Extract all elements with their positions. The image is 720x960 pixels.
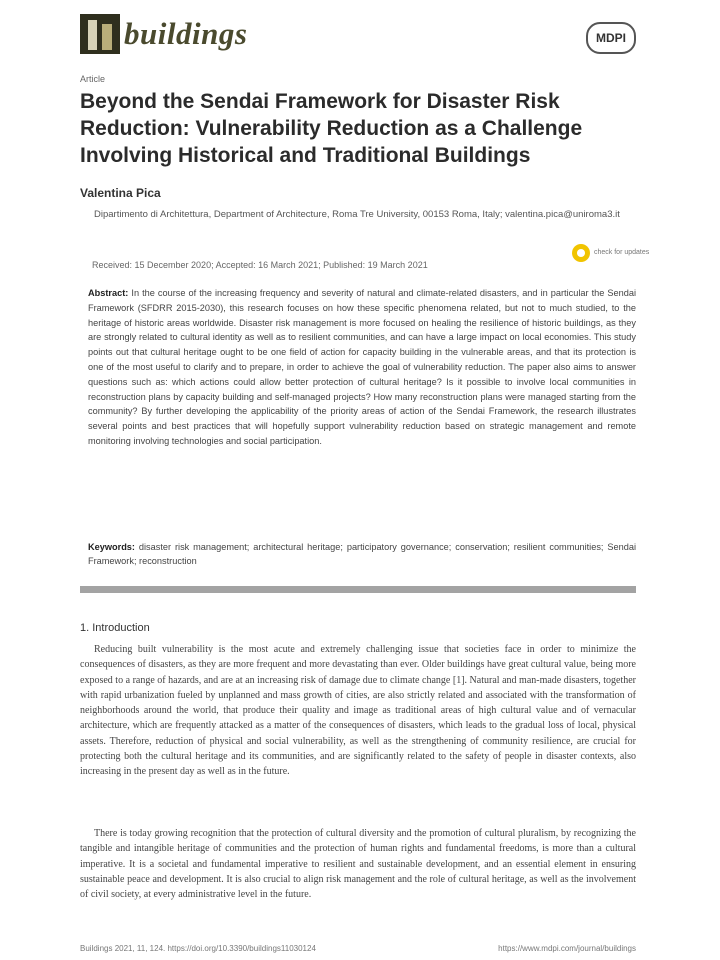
- check-for-updates-badge[interactable]: [572, 244, 649, 262]
- abstract-text: In the course of the increasing frequency and severity of natural and climate-related disasters, and in particular the Sendai Framework (SFDRR 2015-2030), this research focuses on how these specific phenomena related, but not to much studied, to the heritage of historic areas worldwide. Disaster risk management is more focused on healing the resilience of historic buildings, as they are strongly related to cultural identity as well as to resilient communities, and can have a large impact on local economies. This study points out that cultural heritage ought to be one field of action for capacity building in the vulnerable areas, and that its protection is one of the most useful to clarify and to prepare, in order to achieve the goal of vulnerability reduction. The paper also aims to answer questions such as: which actions could allow better protection of cultural heritage? Is it possible to involve local communities in reconstruction plans by capacity building and self-managed projects? How many reconstruction plans were managed starting from the community? By further developing the applicability of the priority areas of action of the Sendai Framework, the research illustrates several points and best practices that will hopefully support vulnerability reduction based on strategic management and remote monitoring involving technologies and social participation.: [88, 288, 636, 446]
- journal-name: buildings: [124, 16, 248, 51]
- buildings-logo-icon: [80, 14, 120, 54]
- paper-title: Beyond the Sendai Framework for Disaster Risk Reduction: Vulnerability Reduction as a Challenge Involving Historical and Traditional Buildings: [80, 90, 583, 167]
- check-updates-icon: [572, 244, 590, 262]
- body-paragraph: Reducing built vulnerability is the most acute and extremely challenging issue that societies face in order to minimize the consequences of disasters, as they are more frequent and more devastating than ever. Older buildings have great cultural value, being more exposed to a range of hazards, and are at an increasing risk of damage due to climate change [1]. Natural and man-made disasters, together with rapid urbanization fueled by unplanned and mass growth of cities, are also strictly related and associated with the transformation of neighborhoods around the world, that produce their quality and image as traditional areas of high cultural value and of vernacular architecture, which are frequently attacked as a matter of the consequences of disasters, which leads to the gradual loss of local, physical assets. Therefore, reduction of physical and social vulnerability, as well as the strengthening of community resilience, are crucial for protecting both the cultural heritage and its communities, and are significantly related to the safety of people in disaster contexts, also increasing in the present day as well as in the future.: [80, 644, 636, 778]
- author-name[interactable]: Valentina Pica: [80, 186, 161, 200]
- journal-logo[interactable]: [80, 12, 247, 56]
- section-body: [80, 642, 636, 918]
- keywords-text: disaster risk management; architectural heritage; participatory governance; conservation; resilient communities; Sendai Framework; reconstruction: [88, 542, 636, 566]
- section-heading: 1. Introduction: [80, 622, 150, 634]
- check-updates-label: check for updates: [594, 249, 650, 256]
- keywords-label: Keywords:: [88, 542, 135, 552]
- section-divider: [80, 586, 636, 593]
- footer-journal-url[interactable]: https://www.mdpi.com/journal/buildings: [498, 944, 636, 953]
- mdpi-logo[interactable]: MDPI: [586, 22, 636, 54]
- keywords: [88, 540, 636, 570]
- footer-citation[interactable]: Buildings 2021, 11, 124. https://doi.org/10.3390/buildings11030124: [80, 944, 316, 953]
- author-affiliation: Dipartimento di Architettura, Department of Architecture, Roma Tre University, 00153 Roma, Italy; valentina.pica@uniroma3.it: [94, 209, 620, 220]
- body-paragraph: There is today growing recognition that the protection of cultural diversity and the promotion of cultural pluralism, by recognizing the tangible and intangible heritage of communities and the protection of human rights and fundamental freedoms, is more than a cultural imperative. It is a societal and fundamental imperative to resilient and sustainable development, and an essential element in ensuring sustainable peace and development. It is also crucial to align risk management and the role of cultural heritage, as well as the involvement of civil society, at every administrative level in the future.: [80, 828, 636, 901]
- abstract-label: Abstract:: [88, 288, 129, 298]
- article-type: Article: [80, 74, 106, 84]
- publication-dates: Received: 15 December 2020; Accepted: 16 March 2021; Published: 19 March 2021: [92, 260, 428, 270]
- abstract: [88, 286, 636, 522]
